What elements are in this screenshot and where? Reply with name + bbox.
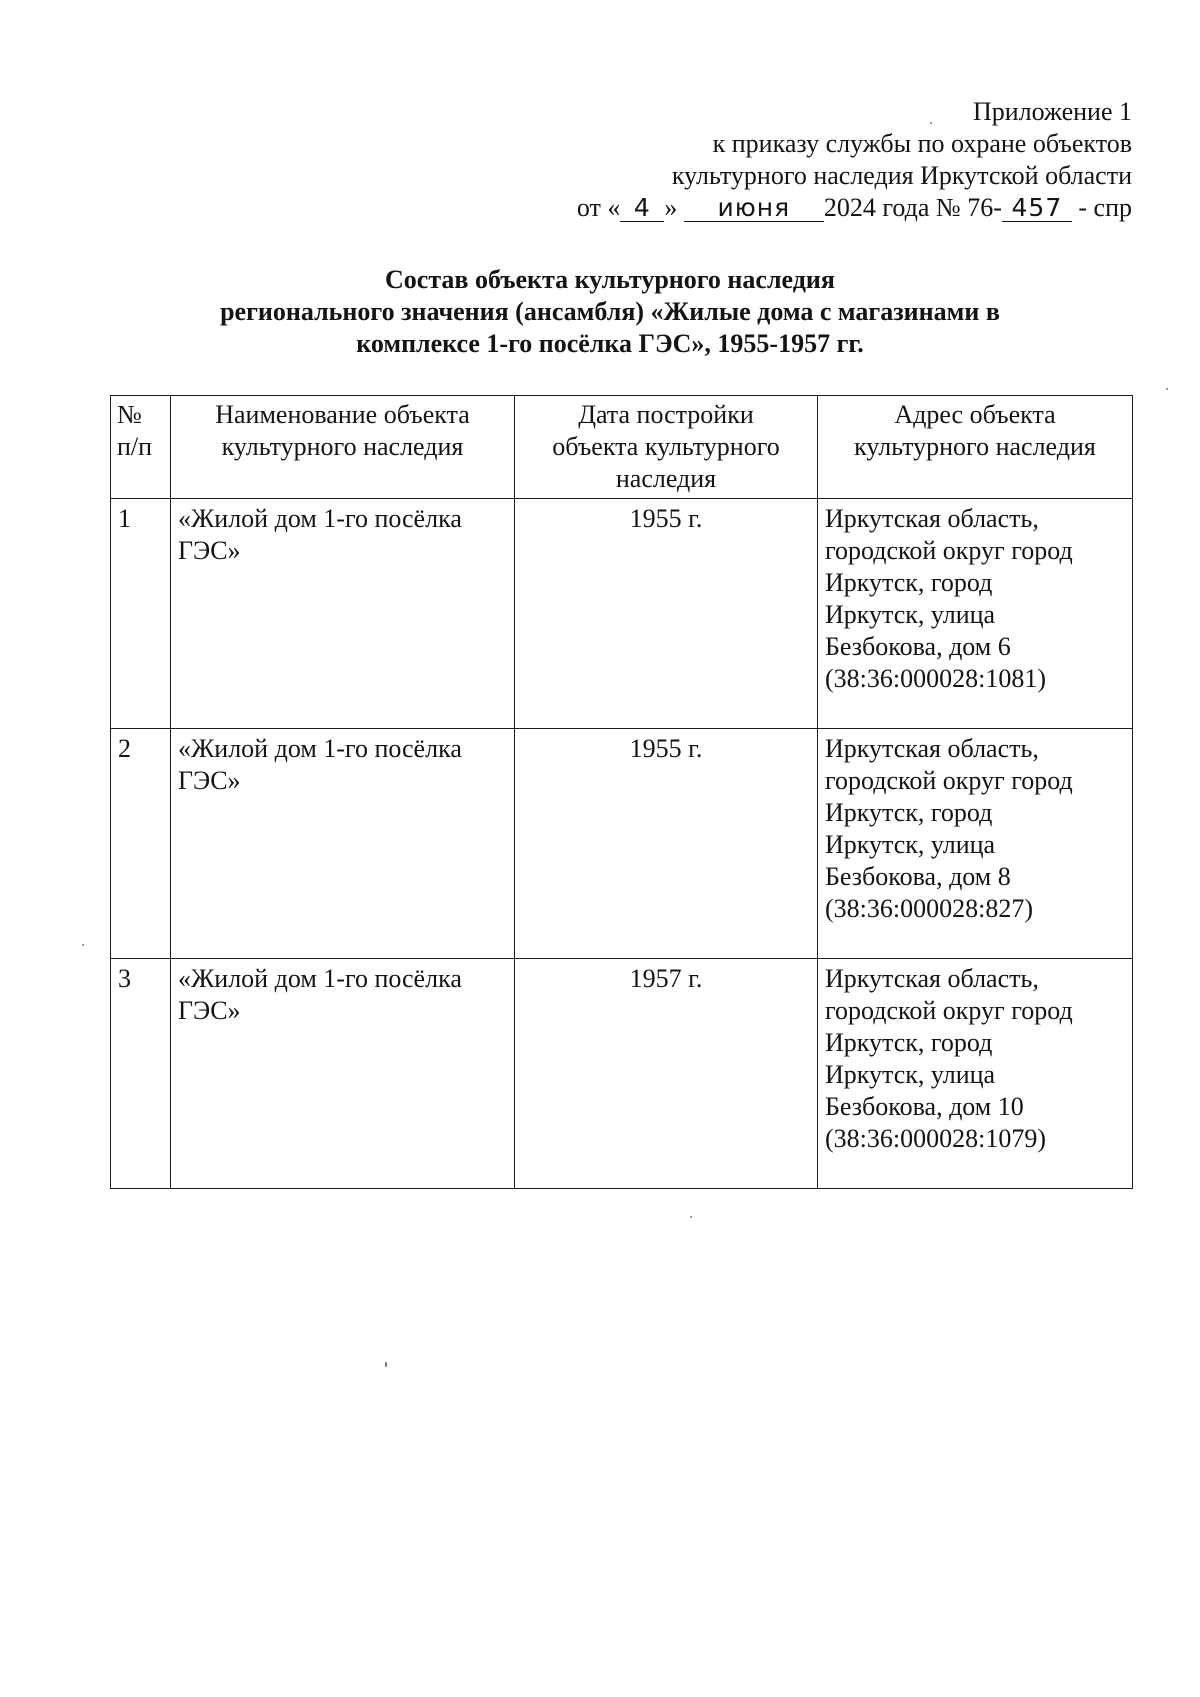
- heritage-objects-table: [110, 395, 1133, 1189]
- appendix-label: Приложение 1: [972, 97, 1132, 126]
- order-suffix: - спр: [1078, 193, 1132, 222]
- date-prefix: от «: [576, 193, 621, 222]
- table-row: [111, 499, 1133, 729]
- table-header-row: [111, 396, 1133, 499]
- row-date: 1955 г.: [515, 729, 818, 959]
- row-address: Иркутская область, городской округ город Иркутск, город Иркутск, улица Безбокова, дом 8 (38:36:000028:827): [818, 729, 1133, 959]
- row-address: Иркутская область, городской округ город Иркутск, город Иркутск, улица Безбокова, дом 10 (38:36:000028:1079): [818, 959, 1133, 1189]
- year-text: 2024 года № 76-: [823, 193, 1002, 222]
- handwritten-month: июня: [684, 195, 824, 222]
- handwritten-number: 457: [1002, 195, 1072, 222]
- row-name: «Жилой дом 1-го посёлка ГЭС»: [171, 499, 515, 729]
- scan-speck: [930, 122, 932, 124]
- order-authority: культурного наследия Иркутской области: [671, 161, 1132, 190]
- row-name: «Жилой дом 1-го посёлка ГЭС»: [171, 959, 515, 1189]
- table-row: [111, 729, 1133, 959]
- header-address: Адрес объекта культурного наследия: [818, 396, 1133, 499]
- row-num: 1: [111, 499, 171, 729]
- handwritten-day: 4: [620, 195, 664, 222]
- row-num: 3: [111, 959, 171, 1189]
- title-line-2: регионального значения (ансамбля) «Жилые дома с магазинами в: [220, 297, 1000, 326]
- appendix-header: [577, 96, 1132, 224]
- row-address: Иркутская область, городской округ город Иркутск, город Иркутск, улица Безбокова, дом 6 (38:36:000028:1081): [818, 499, 1133, 729]
- header-num: № п/п: [111, 396, 171, 499]
- row-num: 2: [111, 729, 171, 959]
- row-date: 1957 г.: [515, 959, 818, 1189]
- scan-speck: [1166, 388, 1168, 390]
- scan-speck: [82, 944, 84, 946]
- title-line-1: Состав объекта культурного наследия: [385, 265, 835, 294]
- order-date-line: [577, 192, 1132, 224]
- date-mid: »: [664, 193, 678, 222]
- row-name: «Жилой дом 1-го посёлка ГЭС»: [171, 729, 515, 959]
- scan-speck: [385, 1362, 387, 1367]
- title-line-3: комплексе 1-го посёлка ГЭС», 1955-1957 гг.: [356, 329, 864, 358]
- order-reference: к приказу службы по охране объектов: [712, 129, 1132, 158]
- header-name: Наименование объекта культурного наследия: [171, 396, 515, 499]
- table-row: [111, 959, 1133, 1189]
- row-date: 1955 г.: [515, 499, 818, 729]
- document-title: [110, 264, 1110, 360]
- header-date: Дата постройки объекта культурного наследия: [515, 396, 818, 499]
- scan-speck: [690, 1216, 692, 1218]
